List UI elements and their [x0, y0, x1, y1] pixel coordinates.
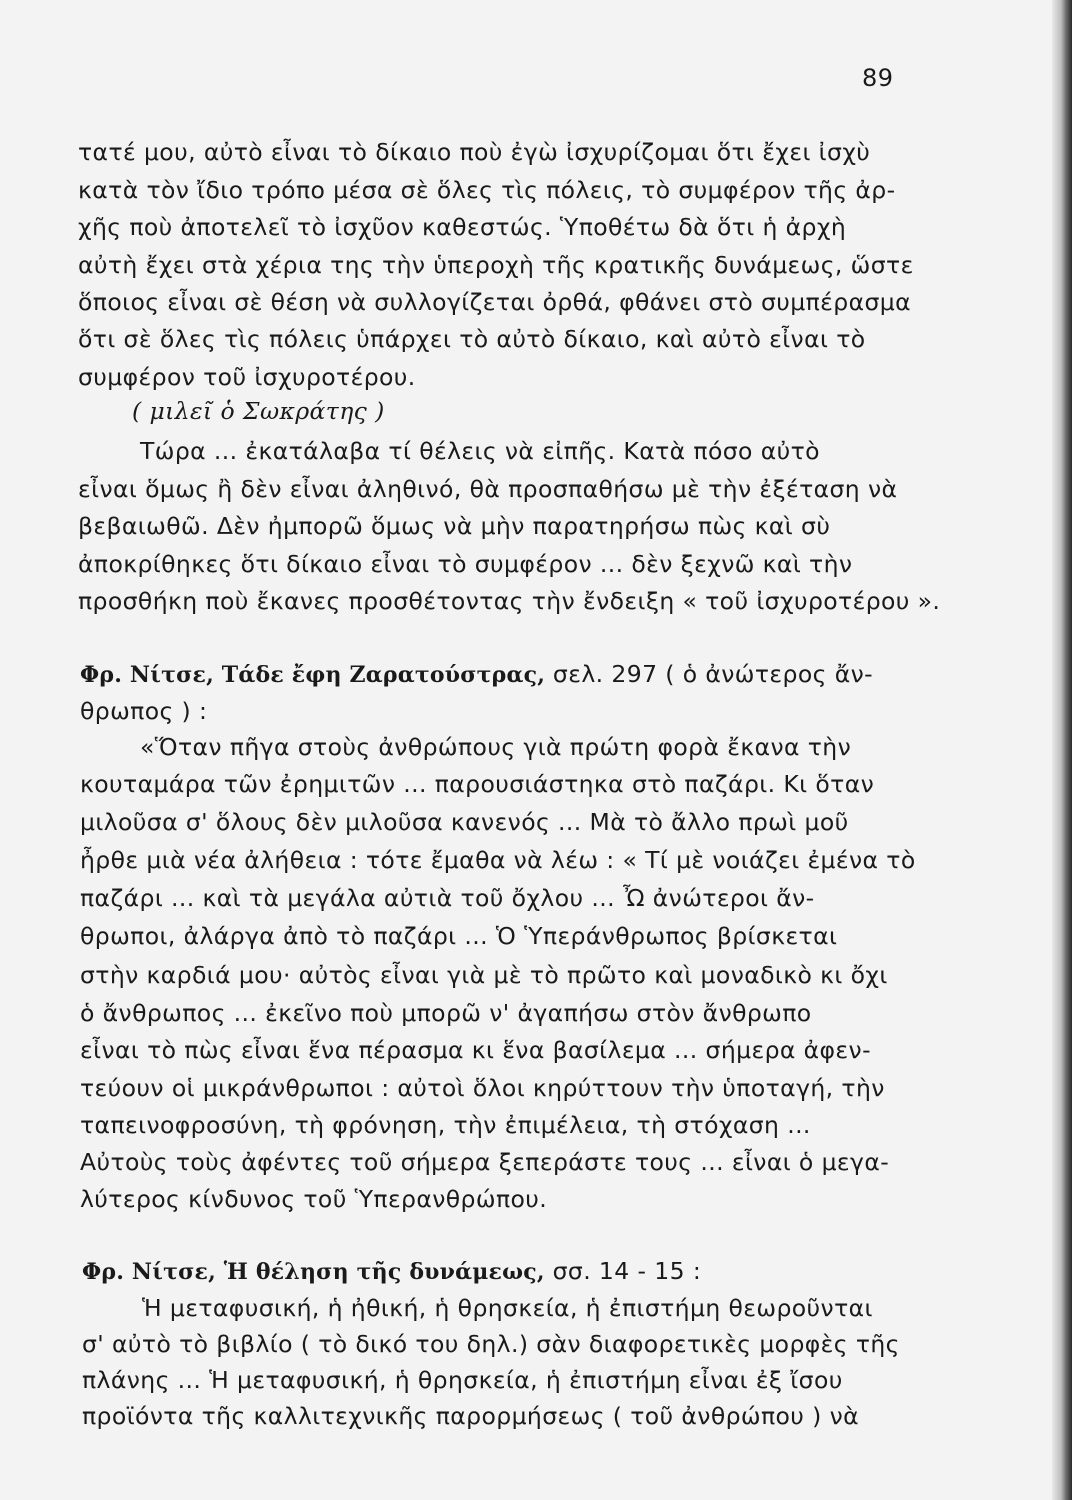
line-text: τατέ μου, αὐτὸ εἶναι τὸ δίκαιο ποὺ ἐγὼ ἰσχυρίζομαι ὅτι ἔχει ἰσχὺ — [78, 138, 871, 166]
text-line — [140, 733, 851, 761]
text-line — [78, 587, 940, 615]
text-line — [78, 288, 911, 316]
line-text: Τώρα ... ἐκατάλαβα τί θέλεις νὰ εἰπῆς. Κατὰ πόσο αὐτὸ — [140, 437, 820, 465]
text-line — [78, 251, 914, 279]
text-line — [80, 1074, 885, 1102]
text-line — [80, 846, 916, 874]
text-line — [78, 363, 416, 391]
text-line — [78, 550, 852, 578]
page-number: 89 — [862, 64, 894, 92]
line-text: εἶναι τὸ πὼς εἶναι ἕνα πέρασμα κι ἕνα βασίλεμα ... σήμερα ἀφεν- — [80, 1036, 871, 1064]
text-line — [80, 1185, 547, 1213]
line-text: σσ. 14 - 15 : — [544, 1257, 702, 1285]
text-line — [78, 512, 830, 540]
line-text: κουταμάρα τῶν ἐρημιτῶν ... παρουσιάστηκα στὸ παζάρι. Κι ὅταν — [80, 770, 875, 798]
text-line — [80, 1111, 811, 1139]
text-line — [80, 808, 849, 836]
line-text: Ἡ μεταφυσική, ἡ ἠθική, ἡ θρησκεία, ἡ ἐπιστήμη θεωροῦνται — [142, 1294, 873, 1322]
text-line — [78, 138, 870, 166]
line-text: ἦρθε μιὰ νέα ἀλήθεια : τότε ἔμαθα νὰ λέω : « Τί μὲ νοιάζει ἐμένα τὸ — [80, 846, 916, 874]
citation-heading — [82, 1257, 701, 1286]
line-text: λύτερος κίνδυνος τοῦ Ὑπερανθρώπου. — [80, 1185, 548, 1213]
line-text: βεβαιωθῶ. Δὲν ἠμπορῶ ὅμως νὰ μὴν παρατηρήσω πὼς καὶ σὺ — [78, 512, 831, 540]
text-line — [78, 176, 895, 204]
line-text: σ' αὐτὸ τὸ βιβλίο ( τὸ δικό του δηλ.) σὰν διαφορετικὲς μορφὲς τῆς — [82, 1330, 900, 1358]
text-line — [140, 437, 820, 465]
citation-heading — [80, 660, 873, 689]
line-text: αὐτὴ ἔχει στὰ χέρια της τὴν ὑπεροχὴ τῆς κρατικῆς δυνάμεως, ὥστε — [78, 251, 914, 279]
line-text: ταπεινοφροσύνη, τὴ φρόνηση, τὴν ἐπιμέλεια, τὴ στόχαση ... — [80, 1111, 811, 1139]
line-text: προϊόντα τῆς καλλιτεχνικῆς παρορμήσεως ( τοῦ ἀνθρώπου ) νὰ — [82, 1402, 860, 1430]
text-line — [82, 1330, 900, 1358]
book-spine-shadow — [1052, 0, 1072, 1500]
text-line — [82, 1366, 843, 1394]
line-text: «Ὅταν πῆγα στοὺς ἀνθρώπους γιὰ πρώτη φορὰ ἔκανα τὴν — [140, 733, 852, 761]
line-text: μιλοῦσα σ' ὅλους δὲν μιλοῦσα κανενός ... Μὰ τὸ ἄλλο πρωὶ μοῦ — [80, 808, 849, 836]
text-line — [142, 1294, 873, 1322]
line-text: θρωποι, ἀλάργα ἀπὸ τὸ παζάρι ... Ὁ Ὑπεράνθρωπος βρίσκεται — [80, 922, 838, 950]
line-text: τεύουν οἱ μικράνθρωποι : αὐτοὶ ὅλοι κηρύττουν τὴν ὑποταγή, τὴν — [80, 1074, 885, 1102]
text-line — [80, 770, 874, 798]
text-line — [80, 922, 837, 950]
line-text: ὅτι σὲ ὅλες τὶς πόλεις ὑπάρχει τὸ αὐτὸ δίκαιο, καὶ αὐτὸ εἶναι τὸ — [78, 325, 866, 353]
line-text: παζάρι ... καὶ τὰ μεγάλα αὐτιὰ τοῦ ὄχλου ... Ὦ ἀνώτεροι ἄν- — [80, 884, 815, 912]
speaker-note — [132, 397, 385, 425]
line-text: στὴν καρδιά μου· αὐτὸς εἶναι γιὰ μὲ τὸ πρῶτο καὶ μοναδικὸ κι ὄχι — [80, 961, 888, 989]
text-line — [80, 697, 207, 725]
citation-source: Φρ. Νίτσε, Τάδε ἔφη Ζαρατούστρας, — [80, 662, 546, 688]
text-line — [80, 884, 815, 912]
line-text: ὅποιος εἶναι σὲ θέση νὰ συλλογίζεται ὀρθά, φθάνει στὸ συμπέρασμα — [78, 288, 912, 316]
text-line — [78, 475, 897, 503]
line-text: κατὰ τὸν ἴδιο τρόπο μέσα σὲ ὅλες τὶς πόλεις, τὸ συμφέρον τῆς ἀρ- — [78, 176, 896, 204]
citation-source: Φρ. Νίτσε, Ἡ θέληση τῆς δυνάμεως, — [82, 1259, 545, 1285]
text-line — [80, 1148, 889, 1176]
line-text: ὁ ἄνθρωπος ... ἐκεῖνο ποὺ μπορῶ ν' ἀγαπήσω στὸν ἄνθρωπο — [80, 999, 812, 1027]
line-text: ( μιλεῖ ὁ Σωκράτης ) — [132, 397, 385, 425]
line-text: εἶναι ὅμως ἢ δὲν εἶναι ἀληθινό, θὰ προσπαθήσω μὲ τὴν ἐξέταση νὰ — [78, 475, 898, 503]
line-text: πλάνης ... Ἡ μεταφυσική, ἡ θρησκεία, ἡ ἐπιστήμη εἶναι ἐξ ἴσου — [82, 1366, 843, 1394]
text-line — [82, 1402, 859, 1430]
text-line — [78, 213, 846, 241]
line-text: Αὐτοὺς τοὺς ἀφέντες τοῦ σήμερα ξεπεράστε τους ... εἶναι ὁ μεγα- — [80, 1148, 890, 1176]
line-text: θρωπος ) : — [80, 697, 208, 725]
line-text: ἀποκρίθηκες ὅτι δίκαιο εἶναι τὸ συμφέρον ... δὲν ξεχνῶ καὶ τὴν — [78, 550, 853, 578]
text-line — [78, 325, 866, 353]
text-line — [80, 999, 812, 1027]
line-text: συμφέρον τοῦ ἰσχυροτέρου. — [78, 363, 416, 391]
text-line — [80, 1036, 871, 1064]
text-line — [80, 961, 888, 989]
line-text: χῆς ποὺ ἀποτελεῖ τὸ ἰσχῦον καθεστώς. Ὑποθέτω δὰ ὅτι ἡ ἀρχὴ — [78, 213, 847, 241]
line-text: σελ. 297 ( ὁ ἀνώτερος ἄν- — [545, 660, 873, 688]
line-text: προσθήκη ποὺ ἔκανες προσθέτοντας τὴν ἔνδειξη « τοῦ ἰσχυροτέρου ». — [78, 587, 941, 615]
